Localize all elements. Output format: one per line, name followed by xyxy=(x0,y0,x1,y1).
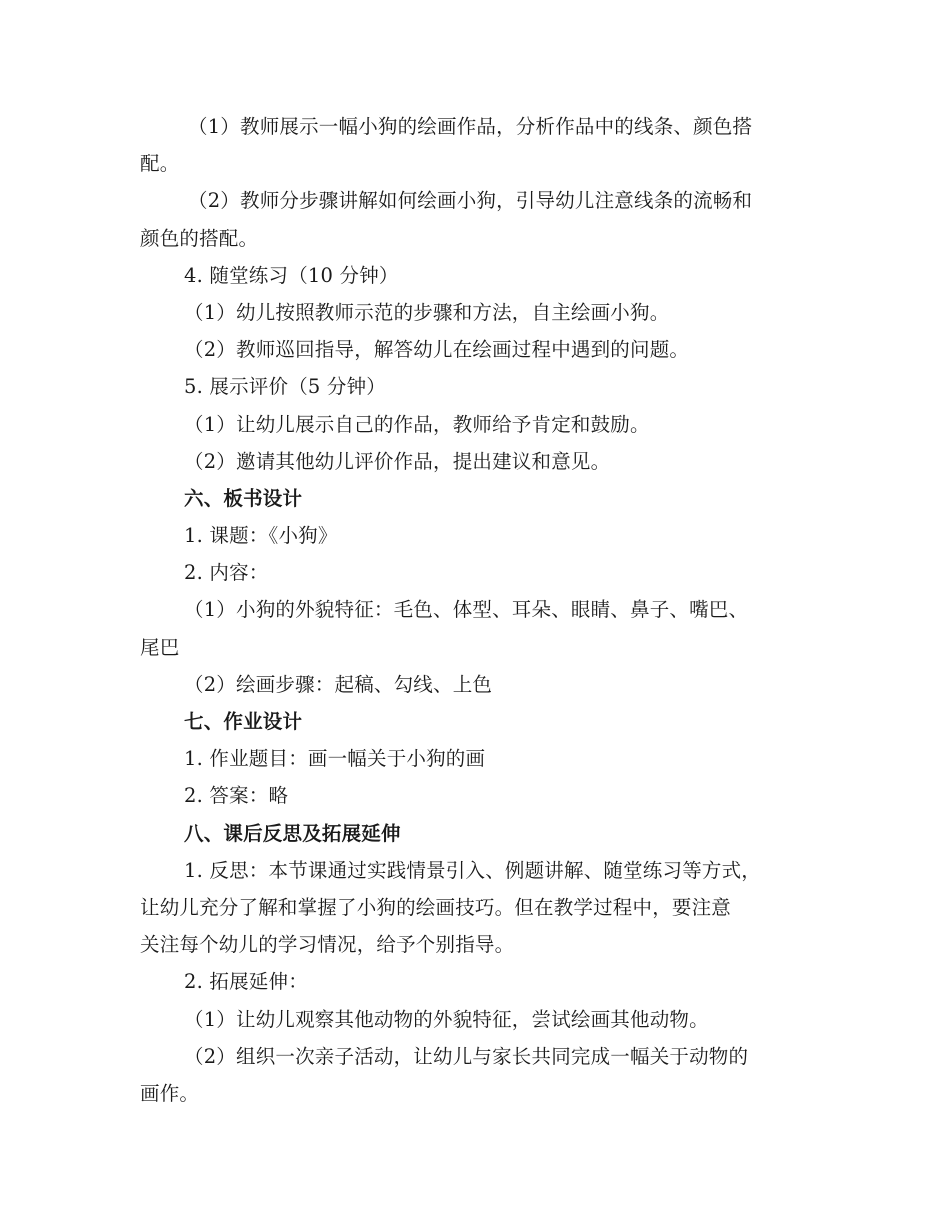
paragraph-line: （2）教师分步骤讲解如何绘画小狗，引导幼儿注意线条的流畅和 xyxy=(188,189,753,213)
paragraph-line: 尾巴 xyxy=(140,635,180,659)
numbered-item: 1. 作业题目：画一幅关于小狗的画 xyxy=(184,747,486,771)
section-heading: 六、板书设计 xyxy=(184,486,303,510)
section-heading: 七、作业设计 xyxy=(184,710,303,733)
sub-item: （2）教师巡回指导，解答幼儿在绘画过程中遇到的问题。 xyxy=(184,338,690,362)
sub-item: （1）小狗的外貌特征：毛色、体型、耳朵、眼睛、鼻子、嘴巴、 xyxy=(184,598,749,622)
section-heading: 八、课后反思及拓展延伸 xyxy=(184,821,401,845)
numbered-item: 1. 反思：本节课通过实践情景引入、例题讲解、随堂练习等方式， xyxy=(184,858,762,882)
numbered-item: 2. 拓展延伸： xyxy=(184,970,308,994)
numbered-item: 5. 展示评价（5 分钟） xyxy=(184,375,387,399)
sub-item: （1）幼儿按照教师示范的步骤和方法，自主绘画小狗。 xyxy=(184,300,670,324)
numbered-item: 2. 答案：略 xyxy=(184,784,289,808)
sub-item: （1）让幼儿观察其他动物的外貌特征，尝试绘画其他动物。 xyxy=(184,1007,709,1031)
numbered-item: 4. 随堂练习（10 分钟） xyxy=(184,263,399,287)
sub-item: （2）组织一次亲子活动，让幼儿与家长共同完成一幅关于动物的 xyxy=(184,1044,749,1068)
sub-item: （1）让幼儿展示自己的作品，教师给予肯定和鼓励。 xyxy=(184,412,650,436)
sub-item: （2）绘画步骤：起稿、勾线、上色 xyxy=(184,672,493,696)
numbered-item: 1. 课题：《小狗》 xyxy=(184,524,338,548)
paragraph-line: 配。 xyxy=(140,152,180,176)
paragraph-line: 颜色的搭配。 xyxy=(140,226,259,250)
numbered-item: 2. 内容： xyxy=(184,561,269,585)
document-body xyxy=(140,108,812,1112)
paragraph-line: 关注每个幼儿的学习情况，给予个别指导。 xyxy=(140,933,515,957)
paragraph-line: （1）教师展示一幅小狗的绘画作品，分析作品中的线条、颜色搭 xyxy=(188,115,753,138)
sub-item: （2）邀请其他幼儿评价作品，提出建议和意见。 xyxy=(184,449,611,473)
paragraph-line: 画作。 xyxy=(140,1081,200,1105)
paragraph-line: 让幼儿充分了解和掌握了小狗的绘画技巧。但在教学过程中，要注意 xyxy=(140,895,732,919)
